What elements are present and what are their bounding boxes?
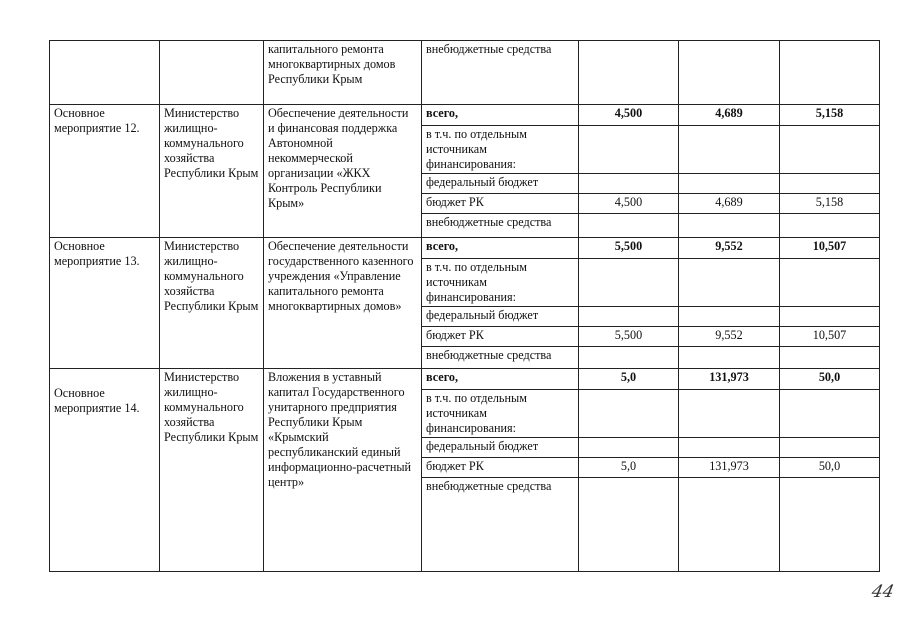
value-cell: 131,973	[679, 369, 780, 390]
table-row	[50, 105, 880, 126]
measure-cell	[50, 41, 160, 105]
value-cell	[679, 307, 780, 327]
value-cell	[780, 259, 880, 307]
source-cell: внебюджетные средства	[422, 478, 579, 572]
value-cell	[679, 214, 780, 238]
source-cell: федеральный бюджет	[422, 307, 579, 327]
value-cell	[780, 478, 880, 572]
value-cell: 5,158	[780, 194, 880, 214]
table-row	[50, 369, 880, 390]
measure-label: Основное мероприятие 14.	[54, 386, 140, 415]
value-cell	[579, 438, 679, 458]
source-cell: в т.ч. по отдельным источникам финансирования:	[422, 259, 579, 307]
value-cell: 50,0	[780, 369, 880, 390]
value-cell	[780, 307, 880, 327]
value-cell: 9,552	[679, 238, 780, 259]
measure-cell	[50, 369, 160, 572]
title-cell: Вложения в уставный капитал Государственного унитарного предприятия Республики Крым «Крымский республиканский единый информационно-расчетный центр»	[264, 369, 422, 572]
value-cell	[679, 174, 780, 194]
executor-cell: Министерство жилищно-коммунального хозяйства Республики Крым	[160, 369, 264, 572]
value-cell	[679, 390, 780, 438]
title-cell: Обеспечение деятельности и финансовая поддержка Автономной некоммерческой организации «ЖКХ Контроль Республики Крым»	[264, 105, 422, 238]
source-cell: внебюджетные средства	[422, 347, 579, 369]
executor-cell: Министерство жилищно-коммунального хозяйства Республики Крым	[160, 105, 264, 238]
title-cell: Обеспечение деятельности государственного казенного учреждения «Управление капитального ремонта многоквартирных домов»	[264, 238, 422, 369]
source-cell: федеральный бюджет	[422, 174, 579, 194]
value-cell	[579, 126, 679, 174]
source-cell: в т.ч. по отдельным источникам финансирования:	[422, 390, 579, 438]
measure-cell: Основное мероприятие 12.	[50, 105, 160, 238]
value-cell	[579, 390, 679, 438]
value-cell	[780, 390, 880, 438]
measure-cell: Основное мероприятие 13.	[50, 238, 160, 369]
source-cell: всего,	[422, 105, 579, 126]
page-number: 44	[869, 582, 896, 602]
value-cell: 4,689	[679, 105, 780, 126]
value-cell: 5,500	[579, 327, 679, 347]
value-cell: 131,973	[679, 458, 780, 478]
value-cell: 5,0	[579, 458, 679, 478]
value-cell	[679, 478, 780, 572]
value-cell: 10,507	[780, 238, 880, 259]
value-cell	[579, 41, 679, 105]
source-cell: федеральный бюджет	[422, 438, 579, 458]
value-cell	[579, 174, 679, 194]
value-cell: 10,507	[780, 327, 880, 347]
financing-table	[49, 40, 880, 572]
source-cell: бюджет РК	[422, 458, 579, 478]
value-cell	[679, 347, 780, 369]
value-cell: 5,0	[579, 369, 679, 390]
value-cell: 5,158	[780, 105, 880, 126]
value-cell	[780, 41, 880, 105]
source-cell: внебюджетные средства	[422, 41, 579, 105]
value-cell	[780, 174, 880, 194]
value-cell	[780, 438, 880, 458]
title-cell: капитального ремонта многоквартирных домов Республики Крым	[264, 41, 422, 105]
value-cell	[579, 259, 679, 307]
value-cell	[579, 214, 679, 238]
source-cell: в т.ч. по отдельным источникам финансирования:	[422, 126, 579, 174]
value-cell: 4,689	[679, 194, 780, 214]
source-cell: бюджет РК	[422, 327, 579, 347]
value-cell	[579, 307, 679, 327]
source-cell: внебюджетные средства	[422, 214, 579, 238]
table-row	[50, 238, 880, 259]
value-cell	[679, 41, 780, 105]
value-cell	[780, 347, 880, 369]
value-cell	[579, 347, 679, 369]
source-cell: всего,	[422, 369, 579, 390]
executor-cell	[160, 41, 264, 105]
value-cell	[679, 126, 780, 174]
source-cell: бюджет РК	[422, 194, 579, 214]
value-cell	[679, 259, 780, 307]
value-cell	[780, 214, 880, 238]
value-cell	[679, 438, 780, 458]
value-cell: 5,500	[579, 238, 679, 259]
value-cell: 50,0	[780, 458, 880, 478]
table-row-continuation	[50, 41, 880, 105]
value-cell: 4,500	[579, 194, 679, 214]
value-cell: 4,500	[579, 105, 679, 126]
executor-cell: Министерство жилищно-коммунального хозяйства Республики Крым	[160, 238, 264, 369]
source-cell: всего,	[422, 238, 579, 259]
value-cell: 9,552	[679, 327, 780, 347]
value-cell	[780, 126, 880, 174]
value-cell	[579, 478, 679, 572]
